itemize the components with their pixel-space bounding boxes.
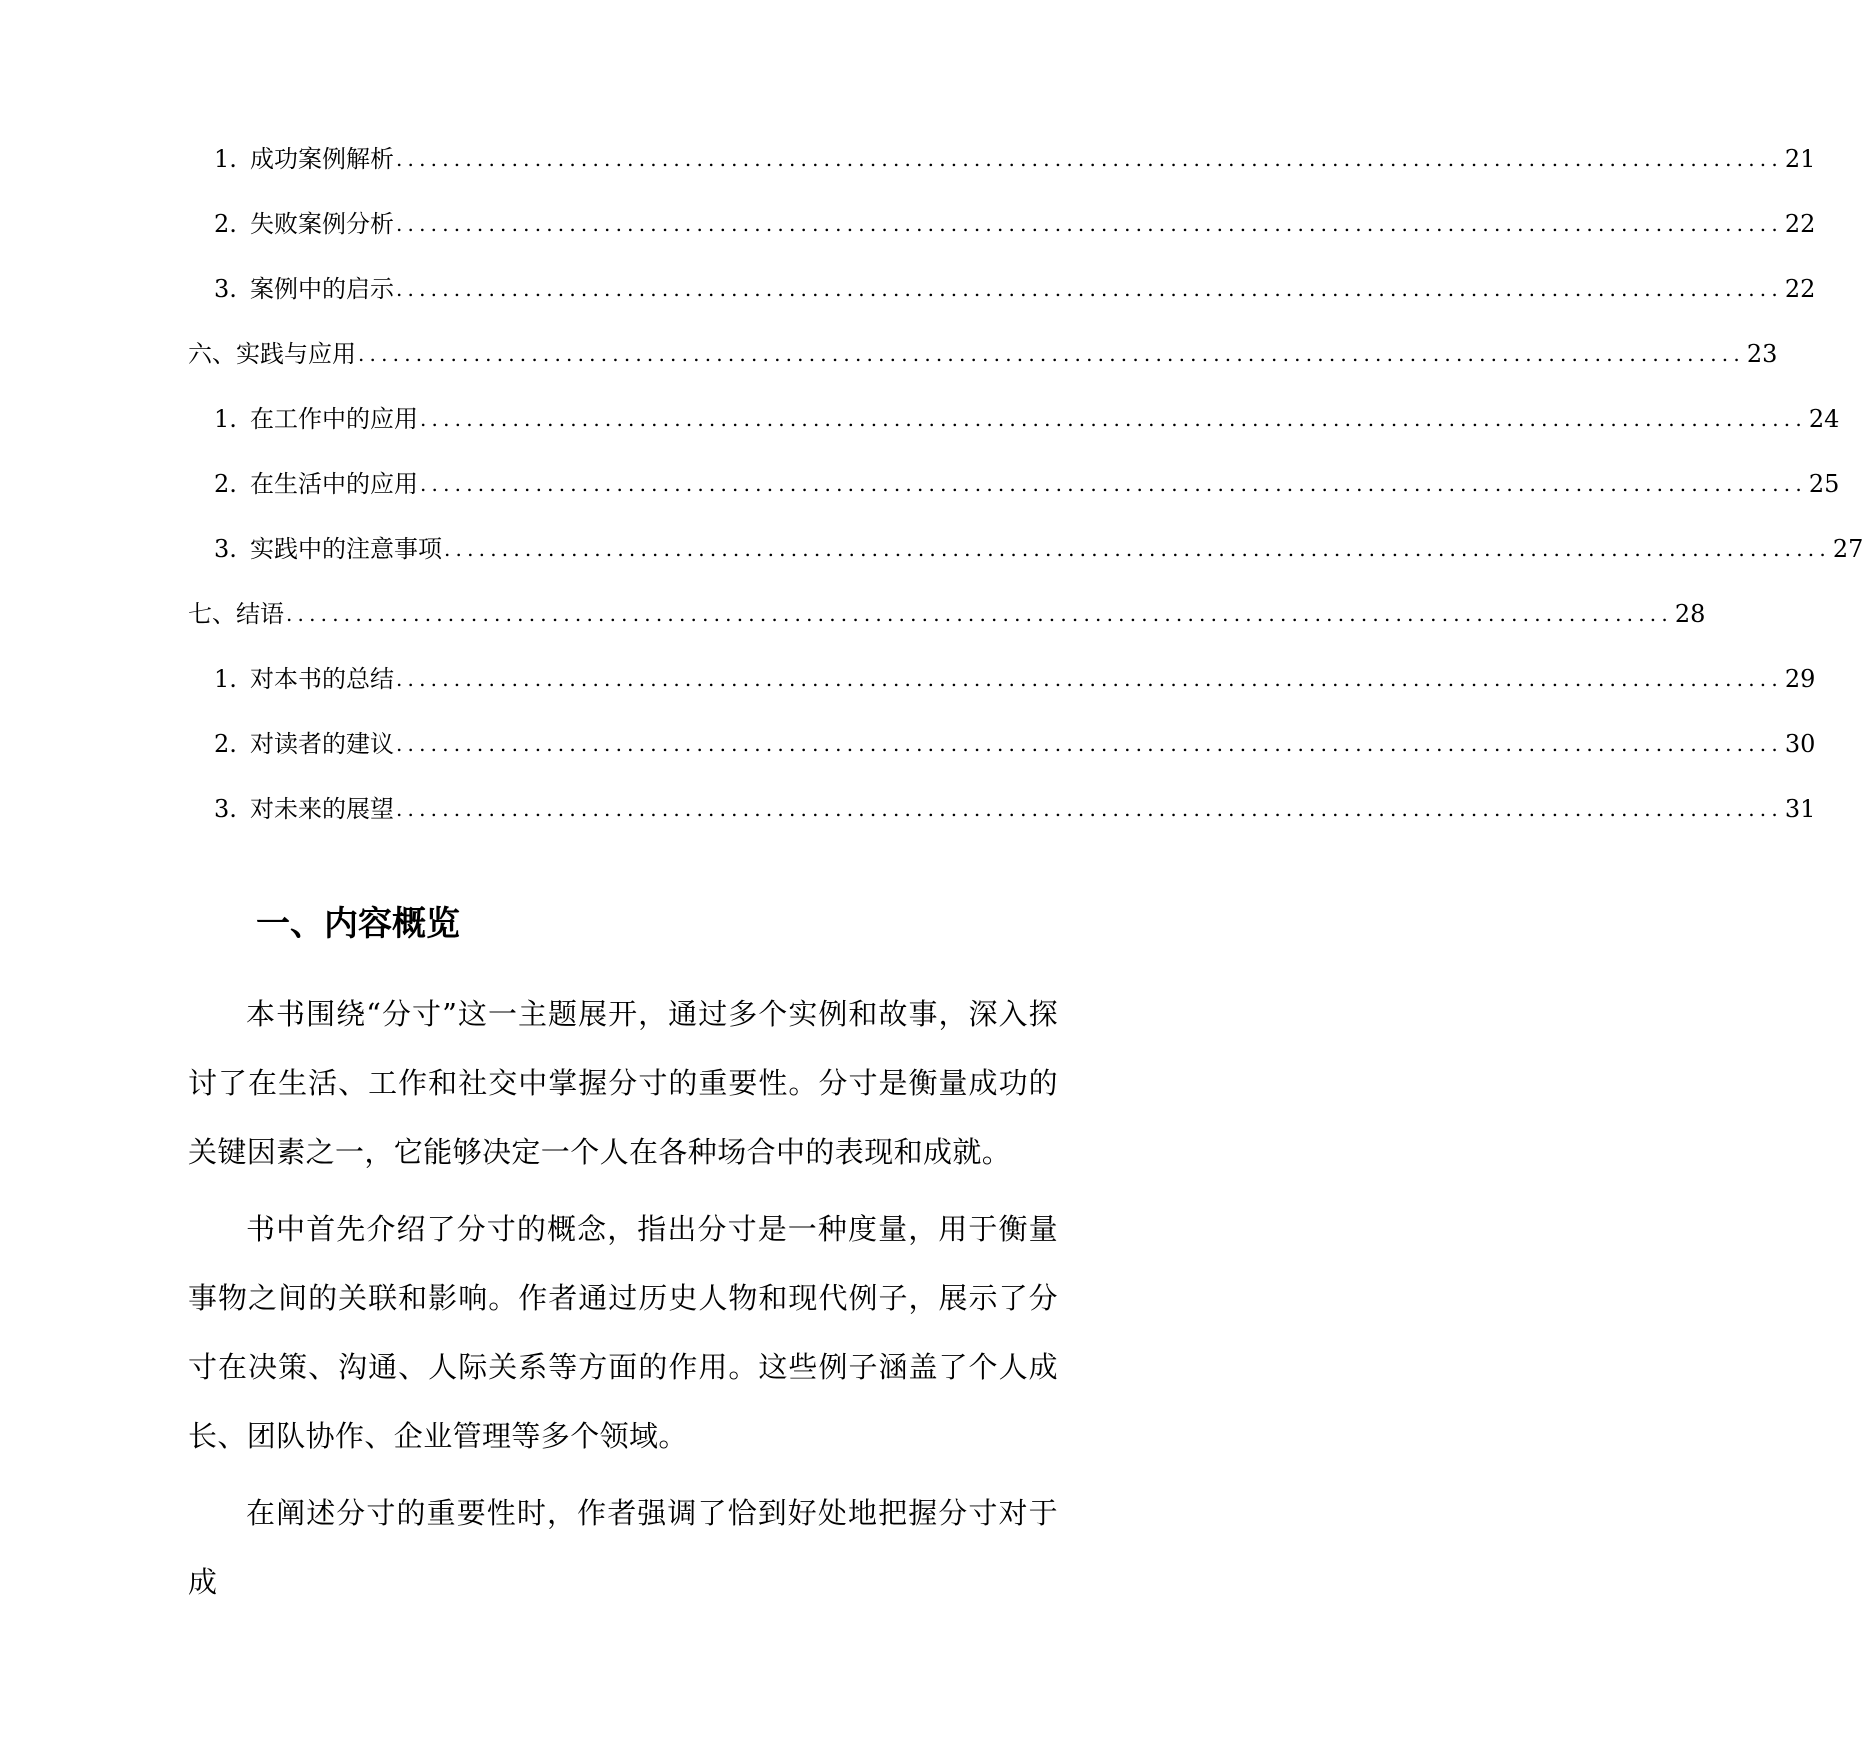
toc-entry-number: 3. [214,535,237,563]
toc-entry-number: 2. [214,730,237,758]
toc-entry[interactable] [188,729,1816,794]
toc-entry[interactable] [188,209,1816,274]
table-of-contents [188,144,1863,859]
toc-entry-number: 2. [214,210,237,238]
toc-chapter-page: 28 [1674,600,1706,628]
toc-leader-dots: ........................................................................................................................ [396,277,1783,301]
toc-entry-page: 22 [1784,275,1816,303]
toc-chapter-page: 23 [1746,340,1778,368]
toc-leader-dots: ........................................................................................................................ [396,147,1783,171]
toc-entry-title: 成功案例解析 [250,145,394,173]
toc-leader-dots: ........................................................................................................................ [396,797,1783,821]
toc-entry[interactable] [188,534,1863,599]
toc-entry-page: 25 [1808,470,1840,498]
toc-leader-dots: ........................................................................................................................ [358,342,1745,366]
toc-entry-number: 2. [214,470,237,498]
toc-entry-number: 1. [214,665,237,693]
toc-entry-title: 实践中的注意事项 [250,535,442,563]
toc-entry-page: 24 [1808,405,1840,433]
section-heading: 一、内容概览 [256,904,460,944]
toc-entry-title: 在工作中的应用 [250,405,418,433]
toc-entry-page: 22 [1784,210,1816,238]
toc-entry-number: 1. [214,145,237,173]
toc-entry[interactable] [188,144,1816,209]
toc-entry-number: 3. [214,275,237,303]
toc-entry-title: 对未来的展望 [250,795,394,823]
toc-entry[interactable] [188,469,1840,534]
toc-leader-dots: ........................................................................................................................ [396,667,1783,691]
toc-chapter-title: 七、结语 [188,600,284,628]
toc-chapter-title: 六、实践与应用 [188,340,356,368]
toc-leader-dots: ........................................................................................................................ [396,212,1783,236]
toc-entry-title: 失败案例分析 [250,210,394,238]
toc-chapter-entry[interactable] [188,339,1778,404]
toc-entry-page: 29 [1784,665,1816,693]
toc-entry[interactable] [188,404,1840,469]
toc-entry-title: 在生活中的应用 [250,470,418,498]
body-paragraph: 本书围绕“分寸”这一主题展开，通过多个实例和故事，深入探讨了在生活、工作和社交中掌握分寸的重要性。分寸是衡量成功的关键因素之一，它能够决定一个人在各种场合中的表现和成就。 [188,997,1058,1169]
toc-entry-page: 21 [1784,145,1816,173]
toc-entry-number: 3. [214,795,237,823]
toc-entry-title: 对本书的总结 [250,665,394,693]
toc-entry-page: 27 [1832,535,1863,563]
toc-entry-title: 案例中的启示 [250,275,394,303]
toc-leader-dots: ........................................................................................................................ [444,537,1831,561]
toc-entry[interactable] [188,794,1816,859]
toc-entry-page: 31 [1784,795,1816,823]
toc-entry[interactable] [188,274,1816,339]
toc-entry-number: 1. [214,405,237,433]
toc-entry[interactable] [188,664,1816,729]
toc-leader-dots: ........................................................................................................................ [396,732,1783,756]
body-paragraph: 书中首先介绍了分寸的概念，指出分寸是一种度量，用于衡量事物之间的关联和影响。作者通过历史人物和现代例子，展示了分寸在决策、沟通、人际关系等方面的作用。这些例子涵盖了个人成长、团队协作、企业管理等多个领域。 [188,1212,1058,1453]
toc-entry-title: 对读者的建议 [250,730,394,758]
toc-chapter-entry[interactable] [188,599,1706,664]
body-paragraph: 在阐述分寸的重要性时，作者强调了恰到好处地把握分寸对于成 [188,1496,1058,1599]
toc-leader-dots: ........................................................................................................................ [286,602,1673,626]
toc-leader-dots: ........................................................................................................................ [420,407,1807,431]
toc-entry-page: 30 [1784,730,1816,758]
section-body [188,980,1058,1625]
toc-leader-dots: ........................................................................................................................ [420,472,1807,496]
